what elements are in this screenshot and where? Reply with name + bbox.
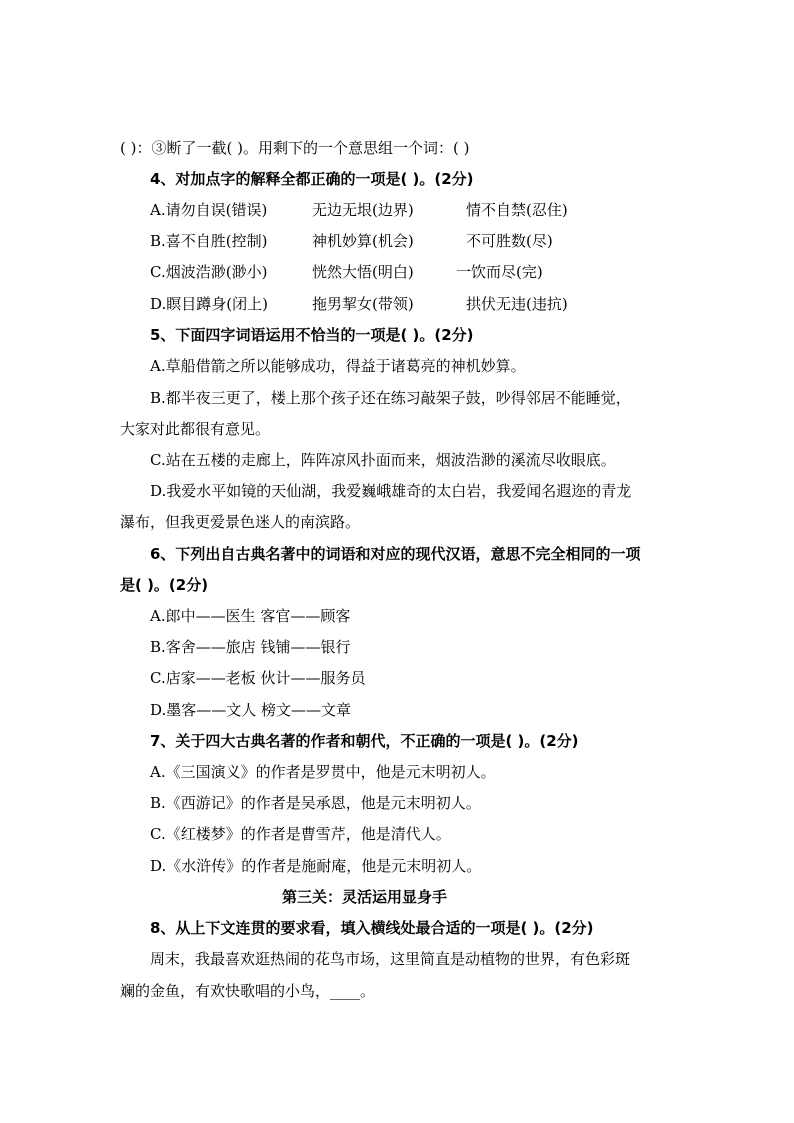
q8-passage-line1: 周末，我最喜欢逛热闹的花鸟市场，这里简直是动植物的世界，有色彩斑 <box>150 950 631 968</box>
question-5-stem: 5、下面四字词语运用不恰当的一项是( )。(2分) <box>150 326 474 344</box>
question-4-stem: 4、对加点字的解释全都正确的一项是( )。(2分) <box>150 170 474 188</box>
q7-option-a: A.《三国演义》的作者是罗贯中，他是元末明初人。 <box>150 763 496 781</box>
q4-option-a-1: A.请勿自误(错误) <box>150 201 268 219</box>
q5-option-b-line1: B.都半夜三更了，楼上那个孩子还在练习敲架子鼓，吵得邻居不能睡觉， <box>150 389 631 407</box>
q4-option-c-1: C.烟波浩渺(渺小) <box>150 263 268 281</box>
question-6-stem-line1: 6、下列出自古典名著中的词语和对应的现代汉语，意思不完全相同的一项 <box>150 545 641 563</box>
question-8-stem: 8、从上下文连贯的要求看，填入横线处最合适的一项是( )。(2分) <box>150 919 594 937</box>
q4-option-d-3: 拱伏无违(违抗) <box>466 295 568 313</box>
q6-option-a: A.郎中——医生 客官——顾客 <box>150 607 351 625</box>
q4-option-a-3: 情不自禁(忍住) <box>466 201 568 219</box>
q8-passage-line2: 斓的金鱼，有欢快歌唱的小鸟，____。 <box>120 982 376 1000</box>
q6-option-b: B.客舍——旅店 钱铺——银行 <box>150 638 351 656</box>
q4-option-c-2: 恍然大悟(明白) <box>312 263 414 281</box>
q4-option-b-3: 不可胜数(尽) <box>466 232 553 250</box>
q4-option-d-2: 拖男挈女(带领) <box>312 295 414 313</box>
q5-option-d-line1: D.我爱水平如镜的天仙湖，我爱巍峨雄奇的太白岩，我爱闻名遐迩的青龙 <box>150 482 632 500</box>
q5-option-d-line2: 瀑布，但我更爱景色迷人的南滨路。 <box>120 513 361 531</box>
question-7-stem: 7、关于四大古典名著的作者和朝代，不正确的一项是( )。(2分) <box>150 732 579 750</box>
question-6-stem-line2: 是( )。(2分) <box>120 576 209 594</box>
q4-option-b-1: B.喜不自胜(控制) <box>150 232 268 250</box>
q6-option-d: D.墨客——文人 榜文——文章 <box>150 701 352 719</box>
q7-option-d: D.《水浒传》的作者是施耐庵，他是元末明初人。 <box>150 857 482 875</box>
section-3-heading: 第三关：灵活运用显身手 <box>282 888 448 906</box>
q6-option-c: C.店家——老板 伙计——服务员 <box>150 669 366 687</box>
q7-option-c: C.《红楼梦》的作者是曹雪芹，他是清代人。 <box>150 825 451 843</box>
top-fill-line: ( )：③断了一截( )。用剩下的一个意思组一个词：( ) <box>120 139 470 157</box>
q4-option-c-3: 一饮而尽(完) <box>456 263 543 281</box>
q4-option-b-2: 神机妙算(机会) <box>312 232 414 250</box>
q5-option-a: A.草船借箭之所以能够成功，得益于诸葛亮的神机妙算。 <box>150 357 526 375</box>
q5-option-c: C.站在五楼的走廊上，阵阵凉风扑面而来，烟波浩渺的溪流尽收眼底。 <box>150 451 616 469</box>
q4-option-a-2: 无边无垠(边界) <box>312 201 414 219</box>
q7-option-b: B.《西游记》的作者是吴承恩，他是元末明初人。 <box>150 794 481 812</box>
q5-option-b-line2: 大家对此都很有意见。 <box>120 420 271 438</box>
q4-option-d-1: D.瞑目蹲身(闭上) <box>150 295 268 313</box>
